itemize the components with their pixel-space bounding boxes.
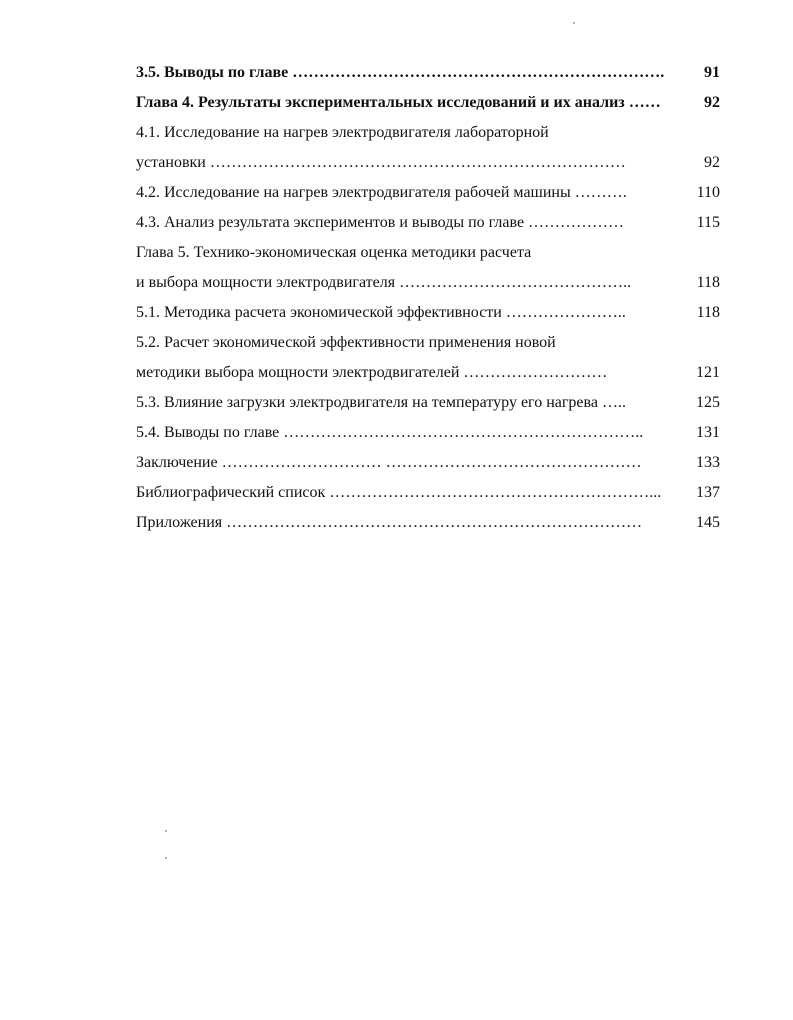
toc-entry — [136, 358, 720, 388]
toc-entry-title: 4.1. Исследование на нагрев электродвигателя лабораторной — [136, 124, 549, 141]
toc-entry — [136, 298, 720, 328]
scan-speck — [573, 22, 575, 24]
toc-entry-title: 4.2. Исследование на нагрев электродвигателя рабочей машины ………. — [136, 184, 627, 201]
scan-speck — [165, 857, 167, 859]
toc-entry — [136, 268, 720, 298]
table-of-contents — [136, 58, 720, 538]
toc-entry-title: методики выбора мощности электродвигателей ……………………… — [136, 364, 608, 381]
toc-entry-title: 5.2. Расчет экономической эффективности применения новой — [136, 334, 556, 351]
toc-entry-title: Приложения …………………………………………………………………… — [136, 514, 643, 531]
toc-entry-page: 118 — [696, 304, 720, 321]
toc-entry-title: Заключение ………………………… ………………………………………… — [136, 454, 642, 471]
toc-entry-title: установки …………………………………………………………………… — [136, 154, 626, 171]
toc-entry-page: 133 — [696, 454, 720, 471]
toc-entry — [136, 148, 720, 178]
toc-entry — [136, 178, 720, 208]
toc-entry-page: 91 — [704, 64, 720, 81]
toc-entry-title: 4.3. Анализ результата экспериментов и выводы по главе ……………… — [136, 214, 625, 231]
toc-entry — [136, 478, 720, 508]
toc-entry — [136, 418, 720, 448]
toc-entry — [136, 448, 720, 478]
toc-entry — [136, 388, 720, 418]
toc-entry-page: 115 — [696, 214, 720, 231]
toc-entry-title: Глава 5. Технико-экономическая оценка методики расчета — [136, 244, 532, 261]
toc-entry-page: 92 — [704, 154, 720, 171]
toc-entry-title: 3.5. Выводы по главе ……………………………………………………………. — [136, 64, 665, 81]
scan-speck — [165, 830, 167, 832]
toc-entry-page: 137 — [696, 484, 720, 501]
toc-entry — [136, 208, 720, 238]
toc-entry-page: 145 — [696, 514, 720, 531]
toc-entry — [136, 238, 720, 268]
toc-entry-page: 92 — [704, 94, 720, 111]
toc-entry-page: 125 — [696, 394, 720, 411]
toc-entry-page: 121 — [696, 364, 720, 381]
toc-entry-title: Глава 4. Результаты экспериментальных исследований и их анализ …… — [136, 94, 661, 111]
toc-entry-title: 5.4. Выводы по главе ………………………………………………………….. — [136, 424, 644, 441]
toc-entry — [136, 328, 720, 358]
toc-entry-page: 118 — [696, 274, 720, 291]
toc-entry-page: 131 — [696, 424, 720, 441]
toc-entry-title: 5.3. Влияние загрузки электродвигателя на температуру его нагрева ….. — [136, 394, 626, 411]
toc-entry-page: 110 — [696, 184, 720, 201]
toc-entry — [136, 508, 720, 538]
toc-entry-title: 5.1. Методика расчета экономической эффективности ………………….. — [136, 304, 626, 321]
toc-entry-title: Библиографический список ……………………………………………………... — [136, 484, 662, 501]
toc-entry — [136, 118, 720, 148]
toc-entry — [136, 88, 720, 118]
toc-entry — [136, 58, 720, 88]
toc-entry-title: и выбора мощности электродвигателя …………………………………….. — [136, 274, 632, 291]
